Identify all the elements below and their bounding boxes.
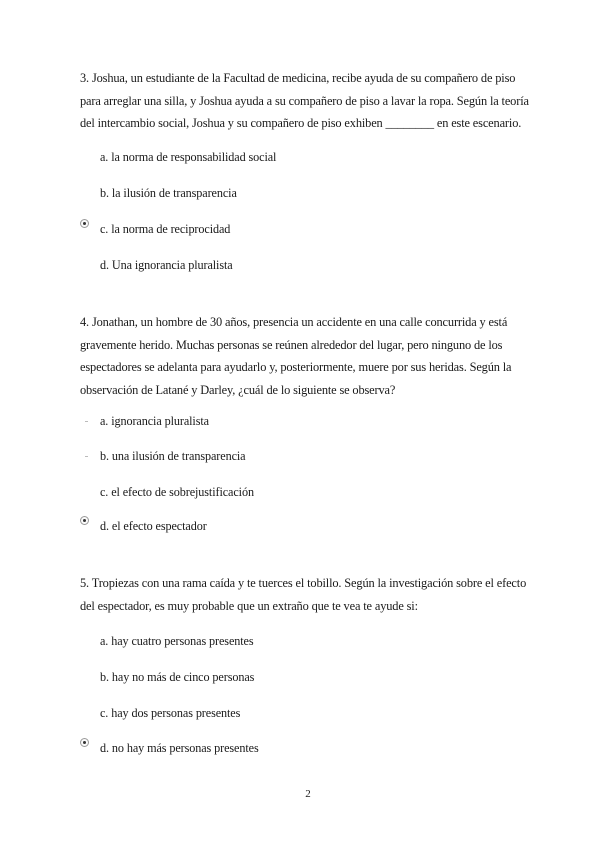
- question-4-text: 4. Jonathan, un hombre de 30 años, presencia un accidente en una calle concurrida y está gravemente herido. Muchas personas se reúnen alrededor del lugar, pero ninguno de los espectadores se adelanta para ayudarlo y, posteriormente, muere por sus heridas. Según la observación de Latané y Darley, ¿cuál de lo siguiente se observa?: [80, 315, 512, 397]
- question-5-text: 5. Tropiezas con una rama caída y te tuerces el tobillo. Según la investigación sobre el efecto del espectador, es muy probable que un extraño que te vea te ayude si:: [80, 576, 527, 613]
- unselected-marker-icon: [85, 456, 88, 457]
- question-3-option-d[interactable]: d. Una ignorancia pluralista: [100, 258, 233, 272]
- question-3-option-a[interactable]: a. la norma de responsabilidad social: [100, 150, 277, 164]
- question-3-text: 3. Joshua, un estudiante de la Facultad de medicina, recibe ayuda de su compañero de piso para arreglar una silla, y Joshua ayuda a su compañero de piso a lavar la ropa. Según la teoría del intercambio social, Joshua y su compañero de piso exhiben ________ en este escenario.: [80, 71, 529, 130]
- radio-dot-icon: [83, 741, 86, 744]
- question-4-option-d[interactable]: d. el efecto espectador: [100, 519, 207, 533]
- question-5-option-d-radio-selected[interactable]: [80, 738, 89, 747]
- question-4-option-c[interactable]: c. el efecto de sobrejustificación: [100, 485, 254, 499]
- question-3-option-b[interactable]: b. la ilusión de transparencia: [100, 186, 237, 200]
- question-5-option-b[interactable]: b. hay no más de cinco personas: [100, 670, 255, 684]
- question-4-option-d-radio-selected[interactable]: [80, 516, 89, 525]
- radio-dot-icon: [83, 222, 86, 225]
- page-number: 2: [305, 788, 311, 800]
- unselected-marker-icon: [85, 421, 88, 422]
- question-5-option-c[interactable]: c. hay dos personas presentes: [100, 706, 241, 720]
- question-4-option-a[interactable]: a. ignorancia pluralista: [100, 414, 209, 428]
- question-3-option-c-radio-selected[interactable]: [80, 219, 89, 228]
- question-4-option-b[interactable]: b. una ilusión de transparencia: [100, 449, 246, 463]
- question-3-option-c[interactable]: c. la norma de reciprocidad: [100, 222, 231, 236]
- question-5-option-a[interactable]: a. hay cuatro personas presentes: [100, 634, 254, 648]
- radio-dot-icon: [83, 519, 86, 522]
- question-5-option-d[interactable]: d. no hay más personas presentes: [100, 741, 259, 755]
